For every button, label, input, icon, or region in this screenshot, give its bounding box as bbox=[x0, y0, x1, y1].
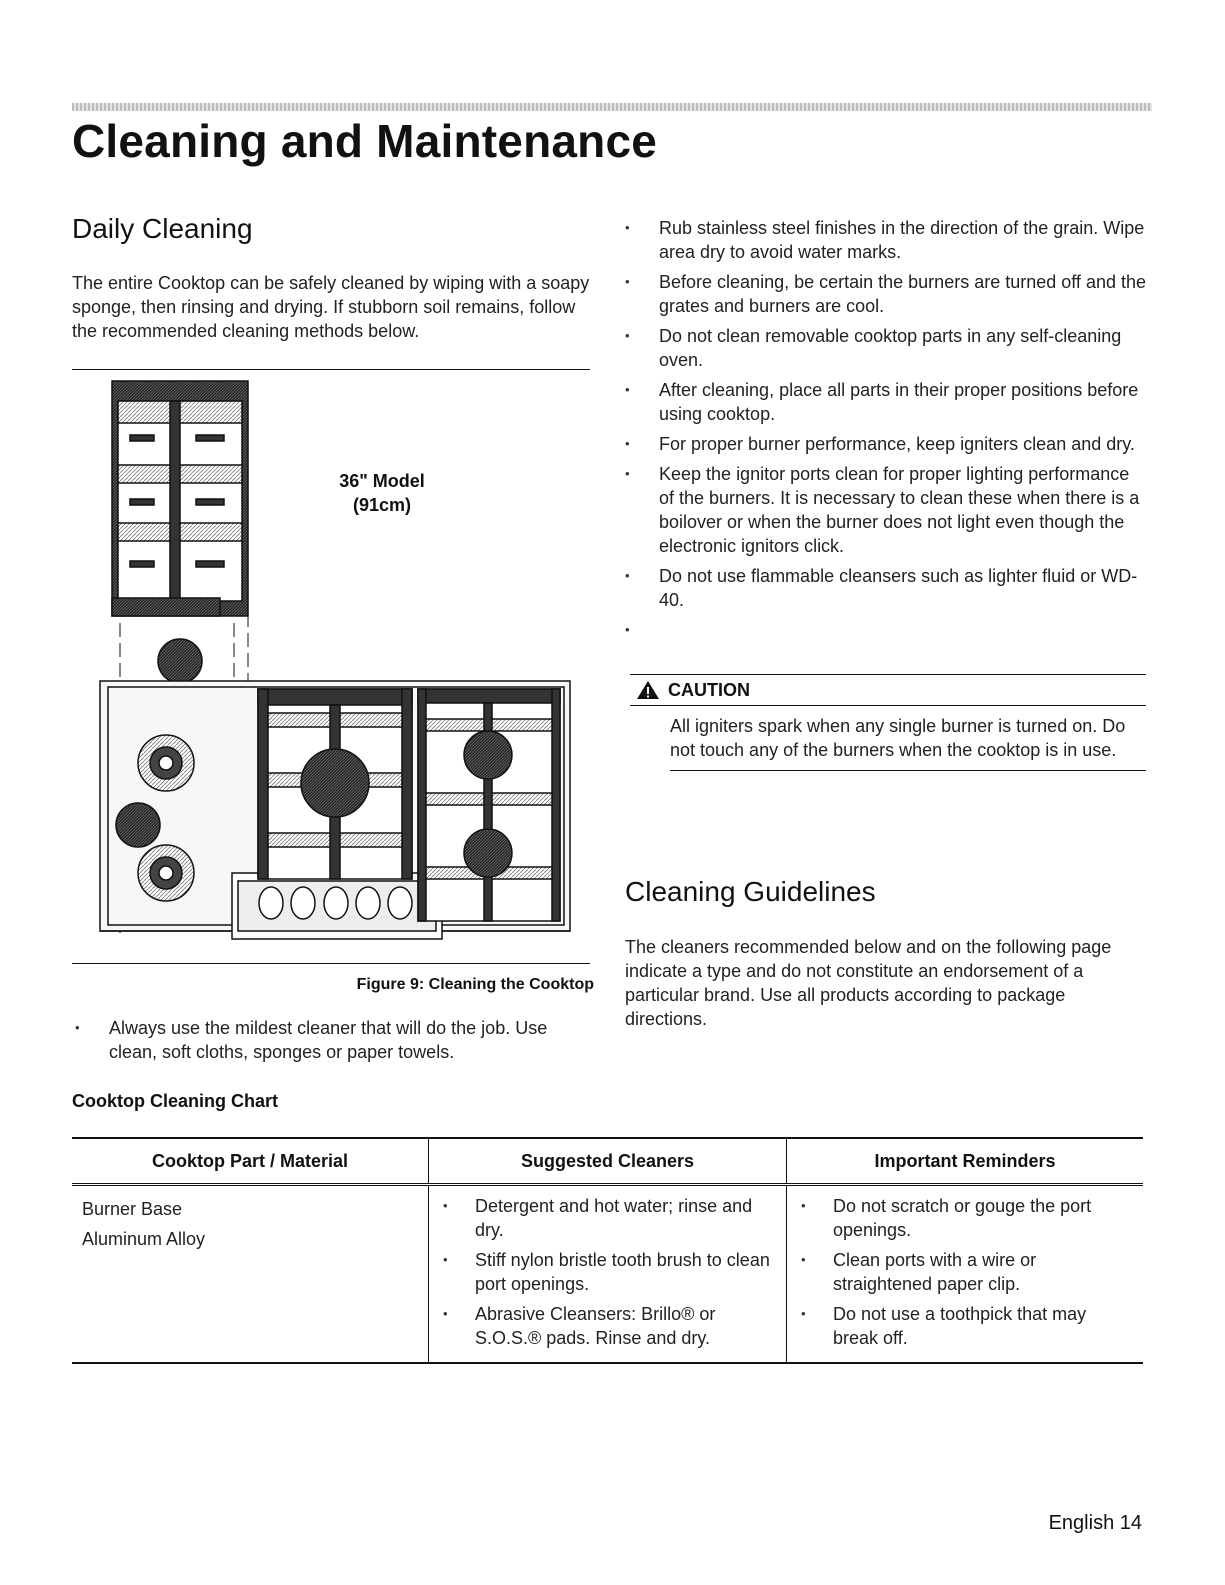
list-item: • Abrasive Cleansers: Brillo® or S.O.S.® pads. Rinse and dry. bbox=[439, 1302, 776, 1350]
model-size: 36" Model bbox=[339, 471, 425, 491]
page-title: Cleaning and Maintenance bbox=[72, 115, 658, 167]
list-item: • Keep the ignitor ports clean for proper lighting performance of the burners. It is necessary to clean these when there is a boilover or when the burner does not light even though the electronic ignitors click. bbox=[622, 462, 1146, 558]
list-item: • For proper burner performance, keep igniters clean and dry. bbox=[622, 432, 1146, 456]
right-grate bbox=[418, 689, 560, 921]
cleaning-guidelines-text: The cleaners recommended below and on the following page indicate a type and do not constitute an endorsement of a particular brand. Use all products according to package directions. bbox=[625, 937, 1112, 1029]
cooktop-illustration bbox=[72, 373, 594, 967]
model-size-metric: (91cm) bbox=[352, 495, 412, 515]
column-header: Cooktop Part / Material bbox=[72, 1138, 429, 1185]
daily-cleaning-heading: Daily Cleaning bbox=[72, 213, 253, 244]
cleaners-cell bbox=[429, 1185, 787, 1364]
figure-top-rule bbox=[72, 369, 590, 370]
reminders-cell bbox=[787, 1185, 1144, 1364]
center-grate bbox=[258, 689, 412, 879]
part-cell bbox=[72, 1185, 429, 1364]
list-item: • Detergent and hot water; rinse and dry. bbox=[439, 1194, 776, 1242]
table-row bbox=[72, 1185, 1143, 1364]
list-item: • Stiff nylon bristle tooth brush to clean port openings. bbox=[439, 1248, 776, 1296]
list-item: • Do not use flammable cleansers such as lighter fluid or WD-40. bbox=[622, 564, 1146, 612]
chart-title: Cooktop Cleaning Chart bbox=[72, 1091, 278, 1111]
title-rule bbox=[72, 103, 1152, 111]
list-item: • Rub stainless steel finishes in the direction of the grain. Wipe area dry to avoid water marks. bbox=[622, 216, 1146, 264]
column-header: Important Reminders bbox=[787, 1138, 1144, 1185]
daily-cleaning-intro: The entire Cooktop can be safely cleaned by wiping with a soapy sponge, then rinsing and drying. If stubborn soil remains, follow the recommended cleaning methods below. bbox=[72, 273, 590, 341]
list-item: • Always use the mildest cleaner that will do the job. Use clean, soft cloths, sponges or paper towels. bbox=[72, 1016, 594, 1064]
list-item bbox=[622, 618, 1146, 642]
caution-text: All igniters spark when any single burner is turned on. Do not touch any of the burners when the cooktop is in use. bbox=[670, 714, 1146, 771]
cooktop-figure bbox=[72, 373, 594, 967]
caution-box bbox=[630, 674, 1146, 771]
figure-model-label bbox=[322, 469, 442, 517]
list-item: • Do not scratch or gouge the port openings. bbox=[797, 1194, 1133, 1242]
caution-header bbox=[630, 674, 1146, 706]
part-material: Aluminum Alloy bbox=[82, 1229, 206, 1249]
list-item: • Clean ports with a wire or straightened paper clip. bbox=[797, 1248, 1133, 1296]
list-item: • After cleaning, place all parts in their proper positions before using cooktop. bbox=[622, 378, 1146, 426]
list-item: • Before cleaning, be certain the burners are turned off and the grates and burners are cool. bbox=[622, 270, 1146, 318]
figure-bottom-rule bbox=[72, 963, 590, 964]
warning-triangle-icon bbox=[636, 680, 660, 700]
part-name: Burner Base bbox=[82, 1199, 183, 1219]
lifted-grate bbox=[112, 381, 248, 616]
cleaning-guidelines-heading: Cleaning Guidelines bbox=[625, 876, 876, 907]
page-number: English 14 bbox=[1048, 1512, 1142, 1534]
figure-caption: Figure 9: Cleaning the Cooktop bbox=[356, 976, 594, 993]
column-header: Suggested Cleaners bbox=[429, 1138, 787, 1185]
table-header-row bbox=[72, 1138, 1143, 1185]
caution-title: CAUTION bbox=[668, 679, 750, 700]
list-item: • Do not clean removable cooktop parts in any self-cleaning oven. bbox=[622, 324, 1146, 372]
right-bullet-list bbox=[622, 216, 1146, 648]
left-bullet-list bbox=[72, 1016, 594, 1070]
cleaning-chart-table bbox=[72, 1137, 1143, 1364]
list-item: • Do not use a toothpick that may break off. bbox=[797, 1302, 1133, 1350]
